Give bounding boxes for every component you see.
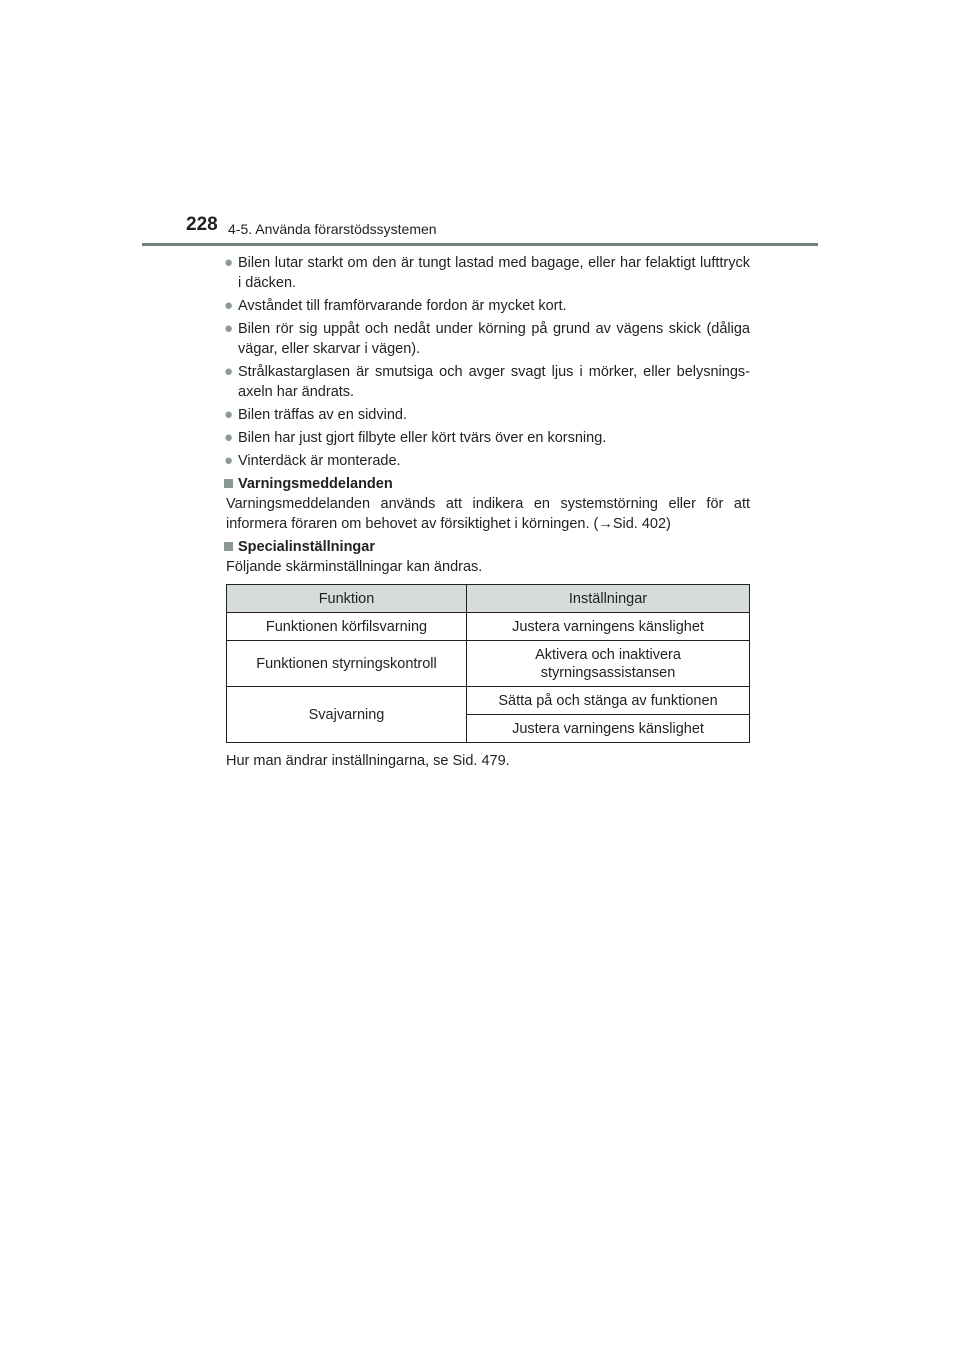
table-cell: Funktionen körfilsvarning (227, 613, 467, 641)
special-intro: Följande skärminställningar kan ändras. (226, 559, 483, 575)
table-header-row (227, 585, 750, 613)
column-header-settings: Inställningar (467, 585, 750, 613)
page-header (0, 0, 960, 250)
table-cell: Justera varningens känslighet (467, 613, 750, 641)
list-item: ● Bilen har just gjort filbyte eller kört tvärs över en korsning. (224, 429, 607, 446)
square-bullet-icon (224, 479, 233, 488)
column-header-function: Funktion (227, 585, 467, 613)
bullet-icon: ● (224, 452, 234, 469)
table-cell: Justera varningens känslighet (467, 715, 750, 743)
bullet-icon: ● (224, 254, 234, 271)
list-item: ● Bilen träffas av en sidvind. (224, 406, 407, 423)
bullet-icon: ● (224, 297, 234, 314)
page-number: 228 (186, 214, 218, 235)
table-row (227, 641, 750, 687)
table-row (227, 613, 750, 641)
list-item: ● Avståndet till framförvarande fordon är mycket kort. (224, 297, 567, 314)
table-cell: Svajvarning (227, 687, 467, 743)
bullet-icon: ● (224, 429, 234, 446)
page-content (226, 253, 750, 774)
table-cell: Aktivera och inaktivera styrningsassistansen (467, 641, 750, 687)
table-cell: Funktionen styrningskontroll (227, 641, 467, 687)
square-bullet-icon (224, 542, 233, 551)
bullet-icon: ● (224, 363, 234, 380)
table-row (227, 687, 750, 715)
list-item: ● Bilen rör sig uppåt och nedåt under körning på grund av vägens skick (dåliga vägar, eller skarvar i vägen). (224, 320, 750, 357)
header-rule (142, 243, 818, 246)
section-title: 4-5. Använda förarstödssystemen (228, 221, 437, 237)
bullet-icon: ● (224, 406, 234, 423)
bullet-icon: ● (224, 320, 234, 337)
list-item: ● Bilen lutar starkt om den är tungt lastad med bagage, eller har felaktigt lufttryck i däcken. (224, 254, 750, 291)
warnings-text: Varningsmeddelanden används att indikera en systemstörning eller för att informera föraren om behovet av försiktighet i körningen. (→Sid. 402) (226, 496, 750, 532)
settings-table (226, 584, 750, 743)
warnings-heading: Varningsmeddelanden (226, 474, 750, 494)
special-heading: Specialinställningar (226, 537, 750, 557)
list-item: ● Strålkastarglasen är smutsiga och avger svagt ljus i mörker, eller belysningsaxeln har ändrats. (224, 363, 750, 400)
list-item: ● Vinterdäck är monterade. (224, 452, 401, 469)
table-cell: Sätta på och stänga av funktionen (467, 687, 750, 715)
special-footer: Hur man ändrar inställningarna, se Sid. 479. (226, 753, 510, 769)
